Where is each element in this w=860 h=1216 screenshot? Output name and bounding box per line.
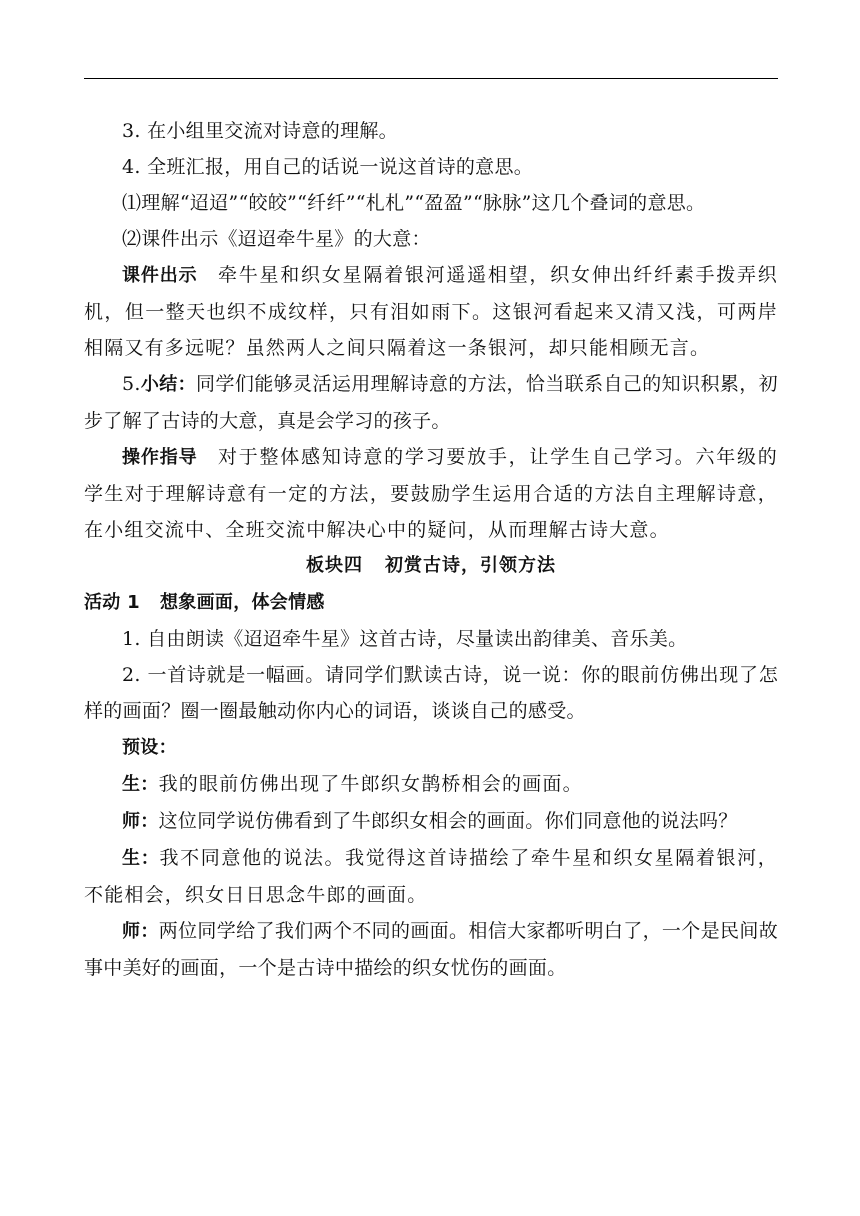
step-3-text: 3. 在小组里交流对诗意的理解。 [122, 120, 398, 142]
teacher-1-text: 这位同学说仿佛看到了牛郎织女相会的画面。你们同意他的说法吗？ [158, 810, 738, 832]
activity-label: 活动 1 [84, 592, 140, 613]
sub-2-text: ⑵课件出示《迢迢牵牛星》的大意： [122, 228, 431, 250]
paragraph-sub-2 [84, 221, 778, 257]
document-body [84, 113, 778, 986]
paragraph-step-3 [84, 113, 778, 149]
summary-number: 5. [122, 373, 141, 395]
paragraph-activity-step-1 [84, 621, 778, 657]
paragraph-step-4 [84, 149, 778, 185]
courseware-label: 课件出示 [122, 265, 198, 286]
paragraph-guidance [84, 439, 778, 548]
section-label: 板块四 [306, 555, 363, 576]
guidance-text: 对于整体感知诗意的学习要放手，让学生自己学习。六年级的学生对于理解诗意有一定的方法，要鼓励学生运用合适的方法自主理解诗意，在小组交流中、全班交流中解决心中的疑问，从而理解古诗大意。 [84, 446, 779, 541]
preset-label: 预设： [122, 737, 177, 758]
teacher-1-label: 师： [122, 811, 159, 832]
header-rule [84, 78, 778, 79]
summary-label: 小结： [140, 374, 197, 395]
sub-1-text: ⑴理解“迢迢”“皎皎”“纤纤”“札札”“盈盈”“脉脉”这几个叠词的意思。 [122, 192, 706, 214]
section-heading [84, 548, 778, 584]
dialogue-teacher-2 [84, 913, 778, 986]
section-text: 初赏古诗，引领方法 [385, 555, 556, 576]
guidance-label: 操作指导 [122, 447, 198, 468]
paragraph-activity-step-2 [84, 657, 778, 729]
activity-step-1-text: 1. 自由朗读《迢迢牵牛星》这首古诗，尽量读出韵律美、音乐美。 [122, 628, 688, 650]
teacher-2-text: 两位同学给了我们两个不同的画面。相信大家都听明白了，一个是民间故事中美好的画面，一个是古诗中描绘的织女忧伤的画面。 [84, 920, 778, 979]
courseware-text: 牵牛星和织女星隔着银河遥遥相望，织女伸出纤纤素手拨弄织机，但一整天也织不成纹样，只有泪如雨下。这银河看起来又清又浅，可两岸相隔又有多远呢？虽然两人之间只隔着这一条银河，却只能相顾无言。 [84, 264, 779, 359]
activity-text: 想象画面，体会情感 [160, 592, 325, 613]
summary-text: 同学们能够灵活运用理解诗意的方法，恰当联系自己的知识积累，初步了解了古诗的大意，真是会学习的孩子。 [84, 373, 778, 432]
paragraph-courseware [84, 257, 778, 366]
student-2-text: 我不同意他的说法。我觉得这首诗描绘了牵牛星和织女星隔着银河，不能相会，织女日日思念牛郎的画面。 [84, 847, 778, 906]
student-1-text: 我的眼前仿佛出现了牛郎织女鹊桥相会的画面。 [158, 773, 583, 795]
dialogue-student-2 [84, 840, 778, 913]
step-4-text: 4. 全班汇报，用自己的话说一说这首诗的意思。 [122, 156, 534, 178]
activity-step-2-text: 2. 一首诗就是一幅画。请同学们默读古诗，说一说：你的眼前仿佛出现了怎样的画面？圈一圈最触动你内心的词语，谈谈自己的感受。 [84, 664, 778, 722]
dialogue-teacher-1 [84, 803, 778, 840]
student-1-label: 生： [122, 774, 159, 795]
paragraph-preset [84, 729, 778, 766]
dialogue-student-1 [84, 766, 778, 803]
teacher-2-label: 师： [122, 921, 159, 942]
activity-heading [84, 584, 778, 621]
paragraph-sub-1 [84, 185, 778, 221]
paragraph-summary [84, 366, 778, 439]
student-2-label: 生： [122, 848, 160, 869]
